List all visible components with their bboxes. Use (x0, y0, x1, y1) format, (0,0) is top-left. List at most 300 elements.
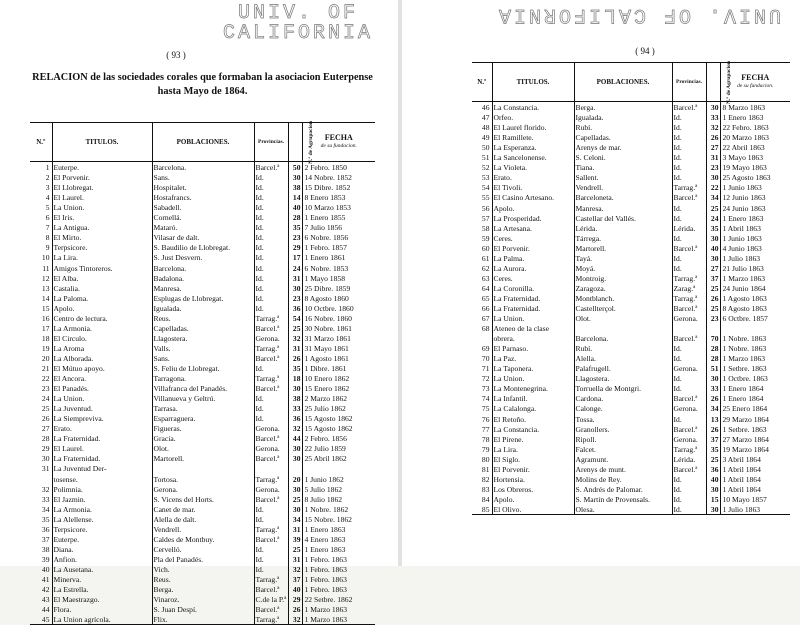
cell-number: 68 (481, 324, 490, 334)
cell-town: Rubí. (574, 122, 672, 132)
table-row (30, 343, 375, 353)
cell-province (254, 463, 288, 473)
cell-number: 60 (481, 243, 490, 253)
cell-date: 1 Febro. 1863 (302, 554, 375, 564)
cell-title: El Maestrazgo. (52, 594, 152, 604)
cell-date: 1 Setbre. 1863 (720, 424, 790, 434)
cell-group-number: 23 (288, 293, 302, 303)
cell-date: 31 Mayo 1861 (302, 343, 375, 353)
cell-number: 34 (41, 504, 50, 514)
cell-title: La Aurora. (492, 263, 574, 273)
cell-title: El Panadés. (52, 383, 152, 393)
cell-date: 16 Nobre. 1860 (302, 313, 375, 323)
table-row (472, 373, 790, 383)
cell-date: 8 Julio 1862 (302, 494, 375, 504)
cell-title: La Taponera. (492, 363, 574, 373)
cell-number: 28 (41, 434, 50, 444)
cell-town: Alella de dalt. (152, 514, 254, 524)
cell-province: Id. (254, 262, 288, 272)
table-row (30, 162, 375, 173)
cell-title: El Ramillete. (492, 132, 574, 142)
cell-title: El Porvenir. (492, 243, 574, 253)
table-row (472, 454, 790, 464)
cell-province: Id. (254, 283, 288, 293)
cell-title: La Paz. (492, 353, 574, 363)
cell-province: Tarrag.ª (254, 473, 288, 483)
cell-number: 14 (41, 293, 50, 303)
cell-province: Id. (254, 232, 288, 242)
cell-number: 38 (41, 544, 50, 554)
cell-title: Euterpe. (52, 534, 152, 544)
cell-number: 65 (481, 293, 490, 303)
cell-number: 72 (481, 374, 490, 384)
cell-town: Sans. (152, 353, 254, 363)
cell-date: 1 Abril 1864 (720, 474, 790, 484)
cell-province: Lérida. (672, 223, 706, 233)
cell-town: S. Feliu de Llobregat. (152, 363, 254, 373)
cell-number: 35 (41, 514, 50, 524)
cell-town: S. Baudilio de Llobregat. (152, 242, 254, 252)
cell-number: 33 (41, 494, 50, 504)
cell-number: 57 (481, 213, 490, 223)
cell-date: 8 Enero 1853 (302, 192, 375, 202)
cell-group-number: 13 (706, 413, 720, 423)
cell-group-number: 30 (706, 233, 720, 243)
table-row (472, 223, 790, 233)
cell-group-number: 18 (288, 373, 302, 383)
cell-title: La Paloma. (52, 293, 152, 303)
cell-number: 61 (481, 253, 490, 263)
cell-province: Barcel.ª (672, 243, 706, 253)
table-row (30, 594, 375, 604)
cell-town: Flix. (152, 614, 254, 625)
cell-date: 1 Dibre. 1861 (302, 363, 375, 373)
table-row (30, 494, 375, 504)
cell-title: Hortensia. (492, 474, 574, 484)
table-row (30, 283, 375, 293)
cell-province: Barcel.ª (254, 494, 288, 504)
table-row (30, 413, 375, 423)
cell-province: Tarrag.ª (254, 343, 288, 353)
cell-province: Tarrag.ª (672, 273, 706, 283)
cell-number: 44 (41, 605, 50, 615)
cell-date: 6 Nobre. 1856 (302, 232, 375, 242)
cell-title: La Union. (52, 202, 152, 212)
cell-number: 69 (481, 344, 490, 354)
table-row (472, 363, 790, 373)
cell-title: La Montenegrina. (492, 383, 574, 393)
cell-number: 82 (481, 474, 490, 484)
cell-town: Sans. (152, 172, 254, 182)
cell-province: Barcel.ª (254, 353, 288, 363)
cell-province: Id. (254, 242, 288, 252)
cell-group-number: 40 (288, 584, 302, 594)
table-row (472, 474, 790, 484)
cell-date: 10 Marzo 1853 (302, 202, 375, 212)
cell-title: La Estrella. (52, 584, 152, 594)
cell-town: Barceloneta. (574, 192, 672, 202)
cell-title: El Laurel. (52, 443, 152, 453)
cell-town: Hostafrancs. (152, 192, 254, 202)
cell-town: Martorell. (574, 243, 672, 253)
table-header-row (30, 123, 375, 162)
cell-group-number: 28 (706, 353, 720, 363)
table-row (472, 353, 790, 363)
table-row (472, 263, 790, 273)
cell-title: Diana. (52, 544, 152, 554)
cell-title: La Antigua. (52, 222, 152, 232)
table-row (30, 293, 375, 303)
cell-town: Vilasar de dalt. (152, 232, 254, 242)
cell-group-number: 15 (706, 494, 720, 504)
cell-town: S. Martin de Provensals. (574, 494, 672, 504)
cell-town: Montblanch. (574, 293, 672, 303)
cell-date: 22 Febro. 1863 (720, 122, 790, 132)
cell-date: 1 Agosto 1861 (302, 353, 375, 363)
cell-province: Id. (672, 373, 706, 383)
cell-town: Reus. (152, 574, 254, 584)
cell-town: Caldes de Montbuy. (152, 534, 254, 544)
cell-date: 19 Mayo 1863 (720, 162, 790, 172)
cell-title: La Calalonga. (492, 403, 574, 413)
cell-group-number: 29 (288, 594, 302, 604)
cell-date: 1 Setbre. 1863 (720, 363, 790, 373)
cell-province: Id. (672, 152, 706, 162)
cell-title: El Alba. (52, 273, 152, 283)
cell-group-number: 35 (706, 444, 720, 454)
cell-date: 15 Agosto 1862 (302, 413, 375, 423)
cell-number: 16 (41, 313, 50, 323)
cell-number: 52 (481, 163, 490, 173)
table-row (472, 132, 790, 142)
cell-date: 1 Abril 1864 (720, 464, 790, 474)
cell-number: 29 (41, 444, 50, 454)
cell-title: La Infantil. (492, 393, 574, 403)
cell-date: 30 Nobre. 1861 (302, 323, 375, 333)
cell-number: 66 (481, 303, 490, 313)
cell-province: Tarrag.ª (672, 444, 706, 454)
cell-number: 84 (481, 494, 490, 504)
table-row (30, 614, 375, 625)
cell-date: 8 Agosto 1863 (720, 303, 790, 313)
table-row (472, 122, 790, 132)
cell-province: Tarrag.ª (254, 373, 288, 383)
table-row (30, 182, 375, 192)
cell-group-number: 31 (288, 554, 302, 564)
cell-title: Anfion. (52, 554, 152, 564)
cell-number: 26 (41, 414, 50, 424)
cell-group-number: 36 (288, 303, 302, 313)
cell-title: tosense. (52, 473, 152, 483)
cell-group-number: 30 (288, 453, 302, 463)
cell-group-number: 30 (288, 383, 302, 393)
cell-date: 15 Nobre. 1862 (302, 514, 375, 524)
col-header-towns: POBLACIONES. (152, 123, 254, 162)
cell-town (152, 463, 254, 473)
col-header-titles: TITULOS. (492, 63, 574, 102)
cell-number: 40 (41, 564, 50, 574)
cell-town: Cardona. (574, 393, 672, 403)
table-row (30, 463, 375, 473)
cell-number: 42 (41, 585, 50, 595)
table-row (472, 393, 790, 403)
cell-title: La Artesana. (492, 223, 574, 233)
cell-province: Id. (672, 142, 706, 152)
cell-group-number: 37 (706, 273, 720, 283)
cell-group-number: 38 (288, 393, 302, 403)
cell-town: Tortosa. (152, 473, 254, 483)
cell-date: 15 Agosto 1862 (302, 423, 375, 433)
cell-number: 50 (481, 143, 490, 153)
cell-number: 8 (45, 233, 50, 243)
cell-group-number: 26 (706, 393, 720, 403)
cell-number: 71 (481, 364, 490, 374)
cell-province: Id. (672, 484, 706, 494)
cell-group-number: 50 (288, 162, 302, 173)
right-page (402, 0, 800, 566)
cell-number: 23 (41, 384, 50, 394)
cell-group-number: 32 (288, 333, 302, 343)
cell-title: El Porvenir. (52, 172, 152, 182)
cell-number: 22 (41, 374, 50, 384)
cell-date: 22 Abril 1863 (720, 142, 790, 152)
cell-date: 31 Marzo 1861 (302, 333, 375, 343)
table-row (30, 192, 375, 202)
cell-town: Molins de Rey. (574, 474, 672, 484)
cell-province: Id. (672, 413, 706, 423)
cell-town: Gracia. (152, 433, 254, 443)
cell-number: 62 (481, 263, 490, 273)
cell-province: Id. (672, 504, 706, 515)
cell-town: S. Just Desvern. (152, 252, 254, 262)
cell-town: Manresa. (574, 202, 672, 212)
societies-table (472, 62, 790, 515)
cell-number: 24 (41, 394, 50, 404)
cell-town: Rubí. (574, 343, 672, 353)
table-row (30, 484, 375, 494)
cell-group-number: 36 (706, 464, 720, 474)
cell-number: 21 (41, 363, 50, 373)
table-row (30, 423, 375, 433)
cell-number: 18 (41, 333, 50, 343)
cell-title: La Fraternidad. (492, 293, 574, 303)
table-row (30, 383, 375, 393)
cell-province: Barcel.ª (254, 433, 288, 443)
cell-title: La Fraternidad. (52, 453, 152, 463)
cell-date: 6 Nobre. 1853 (302, 262, 375, 272)
table-row (472, 424, 790, 434)
cell-group-number: 40 (706, 474, 720, 484)
cell-title: Orfeo. (492, 112, 574, 122)
table-row (30, 242, 375, 252)
cell-title: Apolo. (52, 303, 152, 313)
cell-number: 27 (41, 424, 50, 434)
cell-group-number: 32 (288, 423, 302, 433)
cell-town: Vendrell. (152, 524, 254, 534)
cell-town: Martorell. (152, 453, 254, 463)
cell-province: Id. (672, 172, 706, 182)
cell-town: Barcelona. (574, 333, 672, 343)
cell-province: Tarrag.ª (672, 182, 706, 192)
cell-province: Id. (254, 504, 288, 514)
cell-group-number: 30 (288, 484, 302, 494)
cell-province: Barcel.ª (672, 303, 706, 313)
cell-number: 17 (41, 323, 50, 333)
table-row (472, 413, 790, 423)
cell-date: 1 Enero 1864 (720, 383, 790, 393)
cell-group-number: 34 (706, 192, 720, 202)
cell-province: Tarrag.ª (254, 313, 288, 323)
cell-date: 25 Enero 1864 (720, 403, 790, 413)
cell-date: 5 Julio 1862 (302, 484, 375, 494)
cell-number: 80 (481, 454, 490, 464)
cell-town: Valls. (152, 343, 254, 353)
cell-date (720, 323, 790, 333)
cell-number (472, 333, 492, 343)
table-row (472, 152, 790, 162)
cell-province: Id. (672, 132, 706, 142)
cell-town: Cornellá. (152, 212, 254, 222)
cell-group-number: 25 (288, 323, 302, 333)
table-row (30, 202, 375, 212)
cell-province: Id. (254, 273, 288, 283)
cell-group-number: 27 (706, 142, 720, 152)
cell-group-number: 39 (288, 534, 302, 544)
table-row (472, 172, 790, 182)
table-row (472, 333, 790, 343)
cell-province: Id. (254, 182, 288, 192)
cell-date: 1 Nobre. 1862 (302, 504, 375, 514)
col-header-group-number: N.º de Agrupacion (706, 63, 720, 102)
cell-group-number: 26 (706, 132, 720, 142)
cell-number (30, 473, 52, 483)
cell-date: 15 Enero 1862 (302, 383, 375, 393)
cell-title: La Ausetana. (52, 564, 152, 574)
cell-date: 21 Julio 1863 (720, 263, 790, 273)
cell-number: 58 (481, 223, 490, 233)
cell-province: Zarag.ª (672, 283, 706, 293)
cell-town: Olot. (152, 443, 254, 453)
cell-group-number: 30 (288, 283, 302, 293)
cell-town: Ripoll. (574, 434, 672, 444)
table-row (472, 273, 790, 283)
cell-province: Id. (254, 403, 288, 413)
cell-number: 4 (45, 193, 50, 203)
col-header-date: FECHA de su fundacion. (720, 63, 790, 102)
cell-title: El Tivoli. (492, 182, 574, 192)
cell-group-number: 30 (706, 172, 720, 182)
cell-group-number: 17 (288, 252, 302, 262)
cell-town: Sallent. (574, 172, 672, 182)
cell-province: Id. (254, 413, 288, 423)
cell-group-number: 25 (706, 454, 720, 464)
cell-province: Id. (672, 233, 706, 243)
cell-number: 73 (481, 384, 490, 394)
cell-date: 2 Marzo 1862 (302, 393, 375, 403)
cell-town: Agramunt. (574, 454, 672, 464)
table-row (472, 283, 790, 293)
cell-group-number: 25 (706, 283, 720, 293)
table-row (472, 444, 790, 454)
cell-province: Barcel.ª (254, 453, 288, 463)
cell-town: Vendrell. (574, 182, 672, 192)
cell-province: Id. (254, 212, 288, 222)
cell-group-number: 38 (288, 182, 302, 192)
cell-date: 25 Abril 1862 (302, 453, 375, 463)
cell-province: Gerona. (672, 403, 706, 413)
cell-title: El Porvenir. (492, 464, 574, 474)
cell-number: 30 (41, 454, 50, 464)
cell-title: Castalia. (52, 283, 152, 293)
cell-date: 1 Enero 1863 (302, 544, 375, 554)
cell-date: 12 Junio 1863 (720, 192, 790, 202)
cell-title: El Laurel florido. (492, 122, 574, 132)
cell-group-number: 32 (706, 122, 720, 132)
cell-title: La Union. (492, 373, 574, 383)
cell-title: Ceres. (492, 233, 574, 243)
table-row (30, 262, 375, 272)
table-row (30, 222, 375, 232)
cell-date: 8 Agosto 1860 (302, 293, 375, 303)
cell-group-number: 31 (288, 273, 302, 283)
cell-date: 3 Mayo 1863 (720, 152, 790, 162)
table-row (472, 293, 790, 303)
cell-group-number: 33 (706, 383, 720, 393)
cell-title: Erato. (492, 172, 574, 182)
societies-table (30, 122, 375, 625)
cell-province: Tarrag.ª (672, 293, 706, 303)
cell-date: 1 Febro. 1857 (302, 242, 375, 252)
cell-province: Id. (672, 253, 706, 263)
cell-province: Id. (672, 353, 706, 363)
cell-town: Castellar del Vallés. (574, 213, 672, 223)
cell-town: Igualada. (574, 112, 672, 122)
table-row (30, 544, 375, 554)
cell-town: Falcet. (574, 444, 672, 454)
cell-title: La Union agrícola. (52, 614, 152, 625)
cell-number: 67 (481, 314, 490, 324)
cell-number: 46 (481, 103, 490, 113)
cell-province: Id. (672, 112, 706, 122)
cell-town: Lérida. (574, 223, 672, 233)
cell-number: 56 (481, 203, 490, 213)
cell-number: 3 (45, 183, 50, 193)
library-stamp: UNIV. OF CALIFORNIA (496, 3, 782, 26)
cell-town: Olot. (574, 313, 672, 323)
cell-title: La Juventud Der- (52, 463, 152, 473)
cell-title: La Sancelonense. (492, 152, 574, 162)
page-number: ( 94 ) (635, 46, 655, 56)
table-row (30, 212, 375, 222)
cell-group-number: 24 (706, 213, 720, 223)
cell-province: Gerona. (254, 423, 288, 433)
col-header-titles: TITULOS. (52, 123, 152, 162)
cell-group-number: 35 (706, 223, 720, 233)
cell-town: Vich. (152, 564, 254, 574)
cell-date: 1 Marzo 1863 (720, 273, 790, 283)
cell-number: 70 (481, 354, 490, 364)
cell-date: 1 Julio 1863 (720, 504, 790, 515)
cell-date: 19 Marzo 1864 (720, 444, 790, 454)
cell-title: El Pirene. (492, 434, 574, 444)
cell-title: La Siempreviva. (52, 413, 152, 423)
cell-town: Calonge. (574, 403, 672, 413)
table-row (472, 434, 790, 444)
cell-province: Barcel.ª (254, 383, 288, 393)
cell-province: Id. (254, 293, 288, 303)
cell-title: La Union. (492, 313, 574, 323)
cell-group-number: 25 (706, 202, 720, 212)
